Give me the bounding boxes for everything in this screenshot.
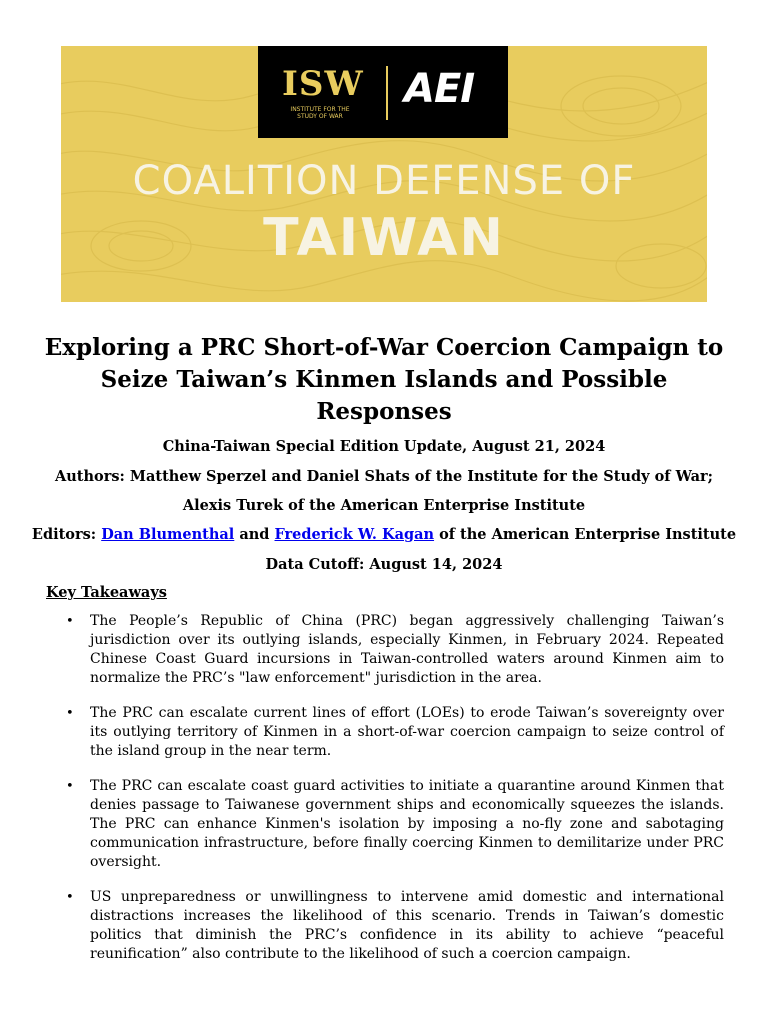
banner-heading-line2: TAIWAN bbox=[263, 208, 505, 268]
list-item bbox=[44, 704, 724, 761]
editor-link-kagan[interactable]: Frederick W. Kagan bbox=[274, 526, 435, 543]
takeaway-text: The PRC can escalate coast guard activities to initiate a quarantine around Kinmen that denies passage to Taiwanese government ships and economically squeezes the islands. The PRC can enhance Kinmen's isolation by imposing a no-fly zone and sabotaging communication infrastructure, before finally coercing Kinmen to demilitarize under PRC oversight. bbox=[90, 778, 724, 870]
bullet-icon: • bbox=[66, 706, 74, 721]
key-takeaways-list bbox=[44, 612, 724, 980]
editors-suffix: of the American Enterprise Institute bbox=[434, 526, 737, 543]
isw-subtitle: INSTITUTE FOR THE STUDY OF WAR bbox=[290, 106, 350, 120]
report-title: Exploring a PRC Short-of-War Coercion Campaign to Seize Taiwan’s Kinmen Islands and Possible Responses bbox=[44, 334, 724, 425]
list-item bbox=[44, 888, 724, 964]
editors-and: and bbox=[234, 526, 275, 543]
logo-divider bbox=[386, 66, 388, 120]
bullet-icon: • bbox=[66, 890, 74, 905]
update-line: China-Taiwan Special Edition Update, August 21, 2024 bbox=[162, 438, 606, 455]
takeaway-text: The PRC can escalate current lines of effort (LOEs) to erode Taiwan’s sovereignty over its outlying territory of Kinmen in a short-of-war coercion campaign to seize control of the island group in the near term. bbox=[90, 705, 724, 759]
bullet-icon: • bbox=[66, 779, 74, 794]
editor-link-blumenthal[interactable]: Dan Blumenthal bbox=[101, 526, 235, 543]
aei-logo: AEI bbox=[404, 66, 475, 112]
editors-prefix: Editors: bbox=[31, 526, 102, 543]
bullet-icon: • bbox=[66, 614, 74, 629]
cover-banner bbox=[61, 46, 707, 302]
logo-box bbox=[258, 46, 508, 138]
editors-line bbox=[20, 526, 748, 544]
isw-logo: ISW bbox=[282, 64, 364, 104]
data-cutoff: Data Cutoff: August 14, 2024 bbox=[265, 556, 503, 573]
takeaway-text: US unpreparedness or unwillingness to intervene amid domestic and international distractions increases the likelihood of this scenario. Trends in Taiwan’s domestic politics that diminish the PRC’s confidence in its ability to achieve “peaceful reunification” also contribute to the likelihood of such a coercion campaign. bbox=[90, 889, 724, 962]
authors-line-2: Alexis Turek of the American Enterprise Institute bbox=[182, 497, 586, 514]
authors-line-1: Authors: Matthew Sperzel and Daniel Shats of the Institute for the Study of War; bbox=[55, 468, 713, 485]
list-item bbox=[44, 777, 724, 872]
list-item bbox=[44, 612, 724, 688]
banner-heading-line1: COALITION DEFENSE OF bbox=[132, 158, 636, 204]
key-takeaways-heading: Key Takeaways bbox=[46, 584, 167, 601]
takeaway-text: The People’s Republic of China (PRC) began aggressively challenging Taiwan’s jurisdiction over its outlying islands, especially Kinmen, in February 2024. Repeated Chinese Coast Guard incursions in Taiwan-controlled waters around Kinmen aim to normalize the PRC’s "law enforcement" jurisdiction in the area. bbox=[90, 613, 724, 686]
